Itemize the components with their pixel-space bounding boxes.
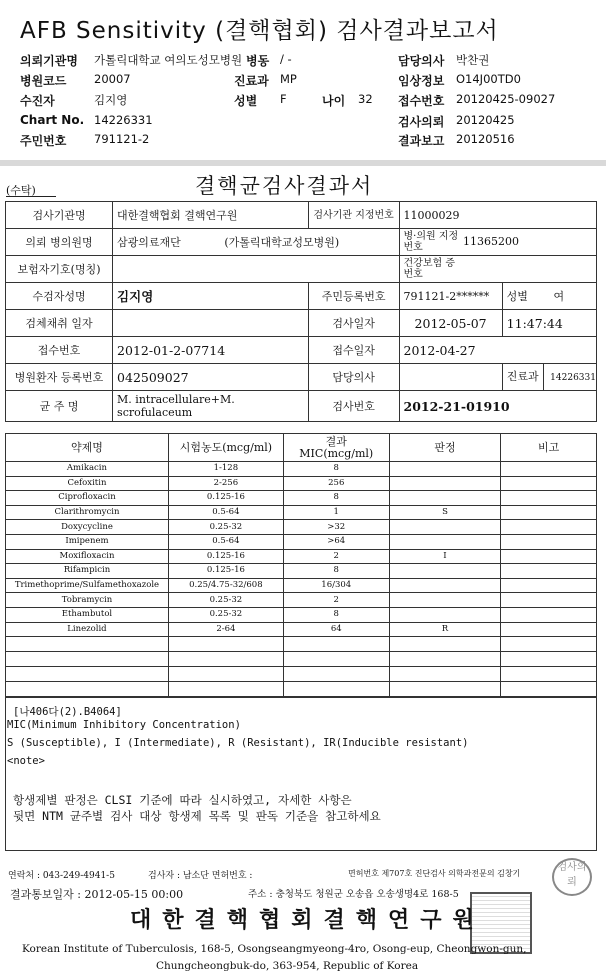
lab-no-value: 11000029 xyxy=(399,202,596,229)
note-text-line2: 뒷면 NTM 균주별 검사 대상 항생제 목록 및 판독 기준을 참고하세요 xyxy=(13,809,381,823)
drug-test-range: 0.25-32 xyxy=(168,593,283,608)
note-tag: <note> xyxy=(7,755,45,767)
blank-cell xyxy=(501,637,597,652)
drug-name: Linezolid xyxy=(6,622,169,637)
susceptibility-table xyxy=(5,433,597,697)
note-text-line1: 항생제별 판정은 CLSI 기준에 따라 실시하였고, 자세한 사항은 xyxy=(13,793,352,807)
drug-mic: 8 xyxy=(283,491,389,506)
drug-mic: 16/304 xyxy=(283,578,389,593)
drug-mic: 8 xyxy=(283,462,389,477)
drug-row xyxy=(6,462,597,477)
drug-remarks xyxy=(501,491,597,506)
drug-remarks xyxy=(501,534,597,549)
organism-value-line2: scrofulaceum xyxy=(117,406,193,419)
col-range: 시험농도(mcg/ml) xyxy=(168,434,283,462)
drug-name: Imipenem xyxy=(6,534,169,549)
examinee-sex-value: 여 xyxy=(553,290,565,303)
drug-interpretation xyxy=(389,462,501,477)
insurer-label: 보험자기호(명칭) xyxy=(6,256,113,283)
insurer-value xyxy=(113,256,399,283)
institute-name: 대한결핵협회결핵연구원 xyxy=(130,907,485,933)
registration-label: 병원환자 등록번호 xyxy=(6,364,113,391)
patient-label: 수진자 xyxy=(20,94,55,108)
insurance-no-label: 건강보험 증번호 xyxy=(403,258,455,280)
blank-cell xyxy=(168,667,283,682)
hospital-code-label: 병원코드 xyxy=(20,74,67,88)
blank-cell xyxy=(283,652,389,667)
examinee-name-label: 수검자성명 xyxy=(6,283,113,310)
ward-label: 병동 xyxy=(246,54,270,68)
drug-row xyxy=(6,534,597,549)
col-mic-line1: 결과 xyxy=(325,434,347,448)
drug-mic: 64 xyxy=(283,622,389,637)
drug-row xyxy=(6,505,597,520)
drug-interpretation xyxy=(389,476,501,491)
collect-date-value xyxy=(113,310,309,337)
institute-address-line1: Korean Institute of Tuberculosis, 168-5, Osongseangmyeong-4ro, Osong-eup, Cheongwon-gun, xyxy=(22,943,527,955)
notes-box xyxy=(5,697,597,851)
note-mic-definition: MIC(Minimum Inhibitory Concentration) xyxy=(7,719,241,731)
drug-interpretation xyxy=(389,593,501,608)
requester-no-cell xyxy=(399,229,596,256)
footer-notify-date: 결과통보일자 : 2012-05-15 00:00 xyxy=(10,888,184,901)
drug-name: Tobramycin xyxy=(6,593,169,608)
examinee-name-value: 김지영 xyxy=(113,283,309,310)
drug-name: Clarithromycin xyxy=(6,505,169,520)
test-no-value: 2012-21-01910 xyxy=(399,391,596,422)
report-date-label: 결과보고 xyxy=(398,134,445,148)
drug-name: Rifampicin xyxy=(6,564,169,579)
insurance-no-cell xyxy=(399,256,596,283)
drug-remarks xyxy=(501,578,597,593)
attending-doctor-label: 담당의사 xyxy=(308,364,399,391)
drug-row xyxy=(6,491,597,506)
rrn-label: 주민번호 xyxy=(20,134,67,148)
scan-document-title: 결핵균검사결과서 xyxy=(195,174,374,198)
col-interpretation: 판정 xyxy=(389,434,501,462)
department-cell xyxy=(502,364,596,391)
blank-cell xyxy=(6,667,169,682)
drug-remarks xyxy=(501,607,597,622)
note-legend: S (Susceptible), I (Intermediate), R (Resistant), IR(Inducible resistant) xyxy=(7,737,469,749)
examinee-sex-label: 성별 xyxy=(506,290,528,303)
drug-interpretation xyxy=(389,564,501,579)
info-row xyxy=(6,391,597,422)
drug-row xyxy=(6,520,597,535)
blank-cell xyxy=(283,682,389,697)
footer-license: 면허번호 제707호 진단검사 의학과전문의 김창기 xyxy=(348,869,521,878)
drug-name: Amikacin xyxy=(6,462,169,477)
receipt-number-label: 접수번호 xyxy=(6,337,113,364)
col-drug: 약제명 xyxy=(6,434,169,462)
col-mic xyxy=(283,434,389,462)
requester-no-value: 11365200 xyxy=(463,235,520,248)
institute-address-line2: Chungcheongbuk-do, 363-954, Republic of Korea xyxy=(156,960,419,972)
patient-info-table xyxy=(5,201,597,422)
susceptibility-header-row xyxy=(6,434,597,462)
footer-address-kr: 주소 : 충청북도 청원군 오송읍 오송생명4로 168-5 xyxy=(248,889,459,900)
dept-value: MP xyxy=(280,72,297,86)
drug-test-range: 0.25/4.75-32/608 xyxy=(168,578,283,593)
blank-cell xyxy=(6,652,169,667)
receipt-number-value: 2012-01-2-07714 xyxy=(113,337,309,364)
drug-test-range: 0.125-16 xyxy=(168,564,283,579)
drug-remarks xyxy=(501,549,597,564)
blank-row xyxy=(6,682,597,697)
drug-test-range: 2-64 xyxy=(168,622,283,637)
drug-remarks xyxy=(501,564,597,579)
drug-name: Doxycycline xyxy=(6,520,169,535)
hospital-code-value: 20007 xyxy=(94,72,131,86)
drug-interpretation xyxy=(389,578,501,593)
drug-remarks xyxy=(501,505,597,520)
collect-date-label: 검체채취 일자 xyxy=(6,310,113,337)
blank-row xyxy=(6,667,597,682)
receipt-date-value: 2012-04-27 xyxy=(399,337,596,364)
info-row xyxy=(6,364,597,391)
blank-cell xyxy=(168,637,283,652)
drug-interpretation: I xyxy=(389,549,501,564)
drug-interpretation: R xyxy=(389,622,501,637)
drug-interpretation xyxy=(389,534,501,549)
drug-row xyxy=(6,549,597,564)
drug-name: Moxifloxacin xyxy=(6,549,169,564)
drug-interpretation: S xyxy=(389,505,501,520)
drug-mic: 256 xyxy=(283,476,389,491)
sex-label: 성별 xyxy=(234,94,258,108)
drug-test-range: 0.125-16 xyxy=(168,549,283,564)
blank-cell xyxy=(501,667,597,682)
drug-interpretation xyxy=(389,520,501,535)
col-mic-line2: MIC(mcg/ml) xyxy=(299,446,374,460)
drug-remarks xyxy=(501,593,597,608)
examinee-rrn-label: 주민등록번호 xyxy=(308,283,399,310)
susceptibility-rows xyxy=(6,462,597,697)
blank-cell xyxy=(283,637,389,652)
drug-test-range: 0.125-16 xyxy=(168,491,283,506)
drug-mic: >32 xyxy=(283,520,389,535)
doctor-value: 박찬권 xyxy=(456,53,490,67)
drug-name: Cefoxitin xyxy=(6,476,169,491)
lab-value: 대한결핵협회 결핵연구원 xyxy=(113,202,309,229)
drug-row xyxy=(6,622,597,637)
drug-name: Trimethoprime/Sulfamethoxazole xyxy=(6,578,169,593)
doctor-label: 담당의사 xyxy=(398,54,445,68)
blank-cell xyxy=(168,652,283,667)
requester-hospital-cell xyxy=(113,229,399,256)
drug-row xyxy=(6,578,597,593)
requester-no-label: 병·의원 지정번호 xyxy=(403,231,459,253)
department-value: 14226331 xyxy=(550,373,596,383)
chart-no-label: Chart No. xyxy=(20,113,85,127)
drug-test-range: 2-256 xyxy=(168,476,283,491)
col-remarks: 비고 xyxy=(501,434,597,462)
attending-doctor-value xyxy=(399,364,502,391)
blank-cell xyxy=(6,637,169,652)
drug-mic: >64 xyxy=(283,534,389,549)
drug-test-range: 1-128 xyxy=(168,462,283,477)
blank-row xyxy=(6,637,597,652)
drug-row xyxy=(6,607,597,622)
drug-mic: 8 xyxy=(283,564,389,579)
rrn-value: 791121-2 xyxy=(94,132,150,146)
requester-hospital-value: 삼광의료재단 xyxy=(117,236,181,249)
sex-value: F xyxy=(280,92,287,106)
blank-cell xyxy=(168,682,283,697)
drug-mic: 2 xyxy=(283,549,389,564)
small-seal-icon: 검사의뢰 xyxy=(552,858,592,896)
blank-cell xyxy=(389,667,501,682)
requester-hospital-label: 의뢰 병의원명 xyxy=(6,229,113,256)
organism-cell xyxy=(113,391,309,422)
drug-remarks xyxy=(501,520,597,535)
blank-cell xyxy=(501,652,597,667)
blank-cell xyxy=(283,667,389,682)
test-date-value: 2012-05-07 xyxy=(399,310,502,337)
age-value: 32 xyxy=(358,92,373,106)
test-date-label: 검사일자 xyxy=(308,310,399,337)
info-row xyxy=(6,283,597,310)
info-row xyxy=(6,256,597,283)
receipt-date-label: 접수일자 xyxy=(308,337,399,364)
blank-cell xyxy=(389,637,501,652)
drug-test-range: 0.5-64 xyxy=(168,534,283,549)
request-date-value: 20120425 xyxy=(456,113,515,127)
drug-mic: 2 xyxy=(283,593,389,608)
blank-cell xyxy=(501,682,597,697)
clinical-info-value: O14J00TD0 xyxy=(456,72,521,86)
lab-label: 검사기관명 xyxy=(6,202,113,229)
registration-value: 042509027 xyxy=(113,364,309,391)
requester-value: 가톨릭대학교 여의도성모병원 xyxy=(94,53,243,67)
footer-contact: 연락처 : 043-249-4941-5 xyxy=(8,871,115,881)
blank-cell xyxy=(389,652,501,667)
drug-interpretation xyxy=(389,607,501,622)
info-row xyxy=(6,202,597,229)
blank-cell xyxy=(6,682,169,697)
test-time-value: 11:47:44 xyxy=(502,310,596,337)
consignment-label: (수탁) xyxy=(6,184,36,197)
chart-no-value: 14226331 xyxy=(94,113,153,127)
drug-test-range: 0.25-32 xyxy=(168,520,283,535)
requester-hospital-value2: (가톨릭대학교성모병원) xyxy=(224,236,340,249)
blank-cell xyxy=(389,682,501,697)
drug-test-range: 0.5-64 xyxy=(168,505,283,520)
test-no-label: 검사번호 xyxy=(308,391,399,422)
patient-value: 김지영 xyxy=(94,93,128,107)
drug-interpretation xyxy=(389,491,501,506)
request-date-label: 검사의뢰 xyxy=(398,115,445,129)
clinical-info-label: 임상정보 xyxy=(398,74,445,88)
report-date-value: 20120516 xyxy=(456,132,515,146)
drug-remarks xyxy=(501,462,597,477)
receipt-no-value: 20120425-09027 xyxy=(456,92,556,106)
organism-label: 균 주 명 xyxy=(6,391,113,422)
age-label: 나이 xyxy=(322,94,346,108)
requester-label: 의뢰기관명 xyxy=(20,54,78,68)
drug-row xyxy=(6,593,597,608)
footer-inspector: 검사자 : 남소단 면허번호 : xyxy=(148,871,253,881)
department-label: 진료과 xyxy=(503,364,544,390)
drug-test-range: 0.25-32 xyxy=(168,607,283,622)
drug-name: Ciprofloxacin xyxy=(6,491,169,506)
report-title: AFB Sensitivity (결핵협회) 검사결과보고서 xyxy=(20,18,499,44)
examinee-sex-cell xyxy=(502,283,596,310)
blank-row xyxy=(6,652,597,667)
info-row xyxy=(6,310,597,337)
drug-row xyxy=(6,564,597,579)
note-code: [나406다(2).B4064] xyxy=(13,706,122,718)
examinee-rrn-value: 791121-2****** xyxy=(399,283,502,310)
info-row xyxy=(6,337,597,364)
dept-label: 진료과 xyxy=(234,74,269,88)
drug-name: Ethambutol xyxy=(6,607,169,622)
organism-value-line1: M. intracellulare+M. xyxy=(117,393,235,406)
drug-mic: 8 xyxy=(283,607,389,622)
drug-remarks xyxy=(501,476,597,491)
info-row xyxy=(6,229,597,256)
lab-no-label: 검사기관 지정번호 xyxy=(308,202,399,229)
drug-row xyxy=(6,476,597,491)
header-divider xyxy=(0,160,606,166)
receipt-no-label: 접수번호 xyxy=(398,94,445,108)
drug-remarks xyxy=(501,622,597,637)
drug-mic: 1 xyxy=(283,505,389,520)
ward-value: / - xyxy=(280,52,292,66)
consignment-underline xyxy=(6,196,56,197)
